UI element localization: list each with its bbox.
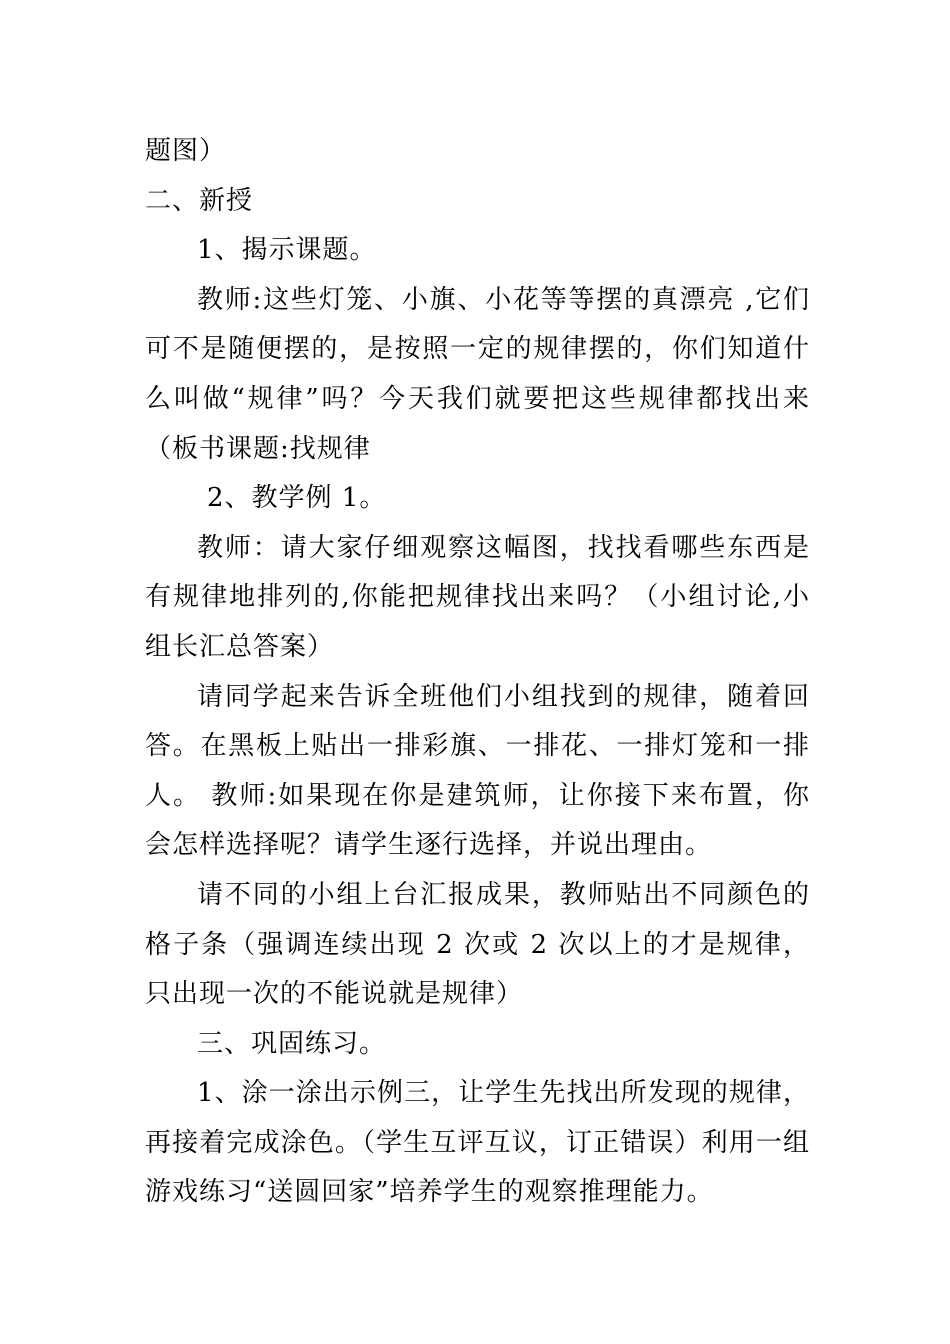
section-heading-new-lesson: 二、新授: [145, 185, 254, 216]
paragraph-students-report: 请同学起来告诉全班他们小组找到的规律，随着回答。在黑板上贴出一排彩旗、一排花、一排灯笼和一排人。 教师:如果现在你是建筑师，让你接下来布置，你会怎样选择呢？请学生逐行选择，并说出理由。: [145, 681, 810, 861]
paragraph-coloring-exercise: 1、涂一涂出示例三，让学生先找出所发现的规律，再接着完成涂色。（学生互评互议，订正错误）利用一组游戏练习“送圆回家”培养学生的观察推理能力。: [145, 1078, 810, 1208]
paragraph-groups-present: 请不同的小组上台汇报成果，教师贴出不同颜色的格子条（强调连续出现 2 次或 2 次以上的才是规律，只出现一次的不能说就是规律）: [145, 879, 810, 1010]
paragraph-teacher-observe: 教师：请大家仔细观察这幅图，找找看哪些东西是有规律地排列的,你能把规律找出来吗？（小组讨论,小组长汇总答案）: [145, 532, 810, 662]
subheading-example-1: 2、教学例 1。: [207, 483, 387, 514]
paragraph-title-end: 题图）: [145, 136, 227, 166]
paragraph-teacher-intro: 教师:这些灯笼、小旗、小花等等摆的真漂亮 ,它们可不是随便摆的，是按照一定的规律摆的，你们知道什么叫做“规律”吗？今天我们就要把这些规律都找出来（板书课题:找规律: [145, 284, 810, 464]
subheading-reveal-topic: 1、揭示课题。: [197, 235, 377, 266]
document-body: [145, 127, 810, 1218]
section-heading-practice: 三、巩固练习。: [197, 1028, 387, 1059]
